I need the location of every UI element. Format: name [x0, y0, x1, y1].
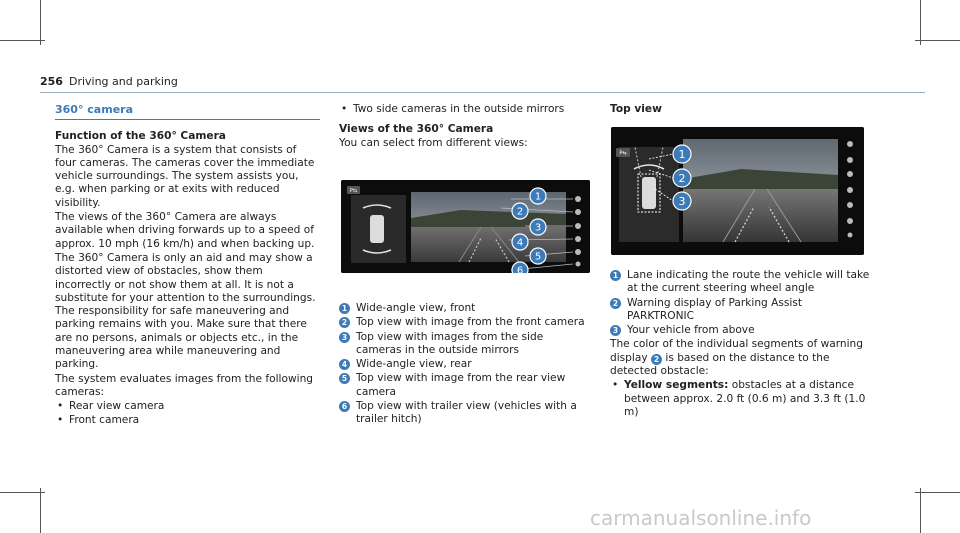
- number-badge: 3: [610, 325, 621, 336]
- page-number: 256: [40, 75, 63, 88]
- number-badge: 2: [339, 317, 350, 328]
- watermark: carmanualsonline.info: [590, 506, 812, 530]
- list-item: • Rear view camera: [55, 400, 320, 413]
- camera-screen-top-view: [611, 127, 864, 255]
- views-heading: Views of the 360° Camera: [339, 123, 494, 136]
- paragraph: The system evaluates images from the following cameras:: [55, 372, 314, 398]
- number-badge: 4: [339, 359, 350, 370]
- list-item: • Front camera: [55, 414, 320, 427]
- crop-mark: [915, 492, 960, 493]
- top-view-image: [611, 127, 864, 255]
- svg-text:1: 1: [678, 148, 686, 161]
- paragraph: The views of the 360° Camera are always available when driving forwards up to a speed of approx. 10 mph (16 km/h) and when backing up.: [55, 211, 315, 250]
- crop-mark: [920, 0, 921, 45]
- paragraph: The 360° Camera is a system that consists of four cameras. The cameras cover the immediate vehicle surroundings. The system assists you, e.g. when parking or at exits with reduced visibility.: [55, 143, 315, 209]
- crop-mark: [40, 0, 41, 45]
- crop-mark: [920, 488, 921, 533]
- number-badge: 3: [339, 332, 350, 343]
- right-column: [610, 269, 872, 419]
- crop-mark: [0, 492, 45, 493]
- function-heading: Function of the 360° Camera: [55, 130, 226, 143]
- camera-screen-views: [341, 180, 590, 273]
- svg-text:6: 6: [516, 265, 524, 273]
- number-badge: 2: [651, 354, 662, 365]
- number-badge: 5: [339, 373, 350, 384]
- section-rule: [55, 119, 320, 120]
- left-column: [55, 103, 320, 427]
- list-item: 2 Warning display of Parking Assist PARKTRONIC: [610, 297, 872, 324]
- svg-text:5: 5: [534, 251, 542, 263]
- svg-text:2: 2: [678, 172, 686, 185]
- section-name: Driving and parking: [68, 75, 178, 88]
- svg-text:3: 3: [534, 222, 542, 234]
- top-view-heading: Top view: [610, 103, 662, 115]
- middle-column: [339, 103, 591, 151]
- header-rule: [40, 92, 925, 93]
- list-item: 6 Top view with trailer view (vehicles with a trailer hitch): [339, 400, 591, 427]
- number-badge: 2: [610, 298, 621, 309]
- list-item: • Two side cameras in the outside mirrors: [339, 103, 591, 116]
- svg-text:4: 4: [516, 237, 524, 249]
- svg-text:P⇆: P⇆: [349, 188, 358, 194]
- crop-mark: [915, 40, 960, 41]
- list-item: 5 Top view with image from the rear view camera: [339, 372, 591, 399]
- crop-mark: [40, 488, 41, 533]
- svg-text:1: 1: [534, 191, 542, 203]
- paragraph: The 360° Camera is only an aid and may show a distorted view of obstacles, show them incorrectly or not show them at all. It is not a substitute for your attention to the surroundings. The responsibility for safe maneuvering and parking remains with you. Make sure that there are no persons, animals or objects etc., in the maneuvering area while maneuvering and parking.: [55, 251, 316, 371]
- svg-text:3: 3: [678, 195, 686, 208]
- list-item: 3 Top view with images from the side cameras in the outside mirrors: [339, 331, 591, 358]
- number-badge: 1: [610, 270, 621, 281]
- section-title: 360° camera: [55, 103, 134, 116]
- svg-text:2: 2: [516, 206, 524, 218]
- number-badge: 1: [339, 303, 350, 314]
- list-item: 4 Wide-angle view, rear: [339, 358, 591, 371]
- camera-image: [341, 180, 590, 273]
- page-header: [40, 75, 178, 88]
- views-list: [339, 302, 591, 428]
- svg-text:P⇆: P⇆: [619, 150, 627, 157]
- number-badge: 6: [339, 401, 350, 412]
- list-item: 3 Your vehicle from above: [610, 324, 872, 337]
- list-item: 1 Lane indicating the route the vehicle will take at the current steering wheel angle: [610, 269, 872, 296]
- list-item: 2 Top view with image from the front camera: [339, 316, 591, 329]
- paragraph: The color of the individual segments of warning display 2 is based on the distance to the detected obstacle:: [610, 338, 863, 378]
- list-item: 1 Wide-angle view, front: [339, 302, 591, 315]
- list-item: • Yellow segments: obstacles at a distance between approx. 2.0 ft (0.6 m) and 3.3 ft (1.0 m): [610, 379, 872, 419]
- right-column-heading: [610, 103, 870, 116]
- crop-mark: [0, 40, 45, 41]
- paragraph: You can select from different views:: [339, 136, 528, 149]
